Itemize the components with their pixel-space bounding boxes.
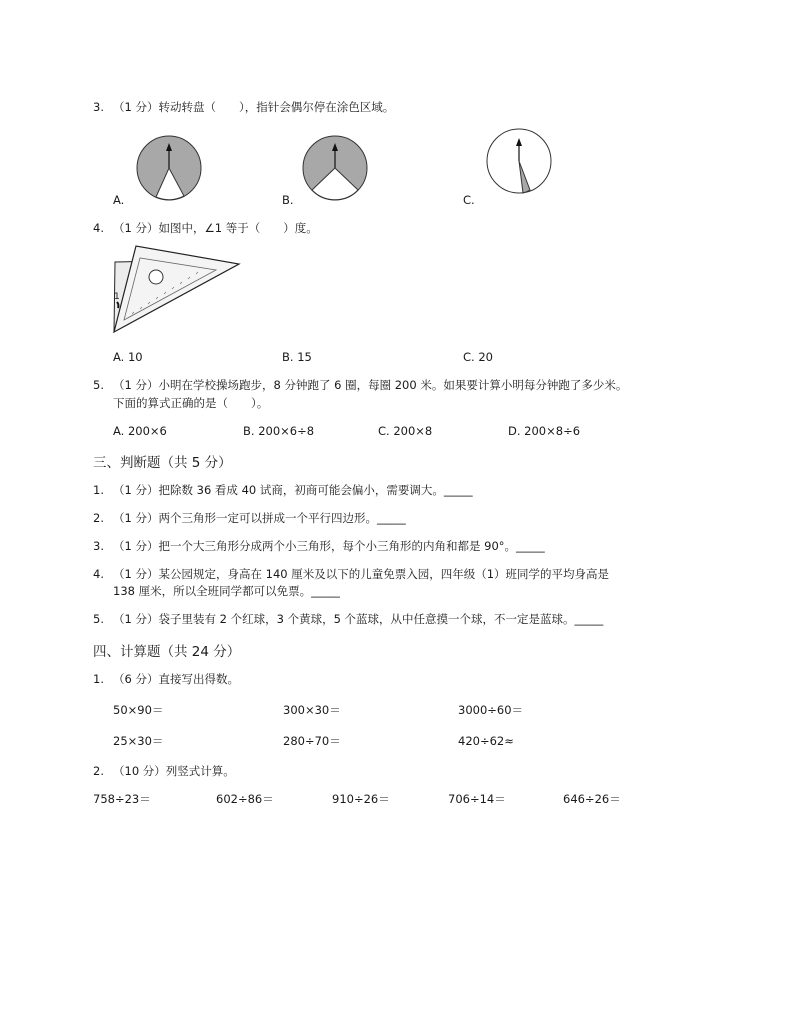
s4-q1-text: （6 分）直接写出得数。 <box>113 672 239 686</box>
q4-option-c: C. 20 <box>463 350 493 364</box>
q4-number: 4. <box>93 221 104 235</box>
vertical-calc-2: 602÷86＝ <box>216 792 274 806</box>
s4-q2-number: 2. <box>93 764 104 778</box>
calc-r2c3: 420÷62≈ <box>458 734 514 748</box>
calc-r1c1: 50×90＝ <box>113 703 164 717</box>
s3-item3-text: （1 分）把一个大三角形分成两个小三角形，每个小三角形的内角和都是 90°。_____ <box>113 539 545 553</box>
q5-line1: （1 分）小明在学校操场跑步，8 分钟跑了 6 圈，每圈 200 米。如果要计算小明每分钟跑了多少米。 <box>113 378 628 392</box>
s3-item5-text: （1 分）袋子里装有 2 个红球，3 个黄球，5 个蓝球，从中任意摸一个球，不一定是蓝球。_____ <box>113 612 604 626</box>
s3-item3-number: 3. <box>93 539 104 553</box>
s3-item2-number: 2. <box>93 511 104 525</box>
spinner-b <box>302 135 368 201</box>
s3-item1-text: （1 分）把除数 36 看成 40 试商，初商可能会偏小，需要调大。_____ <box>113 483 473 497</box>
spinner-a <box>136 135 202 201</box>
s3-item4-line2: 138 厘米，所以全班同学都可以免票。_____ <box>113 584 340 598</box>
vertical-calc-3: 910÷26＝ <box>332 792 390 806</box>
vertical-calc-5: 646÷26＝ <box>563 792 621 806</box>
s3-item1-number: 1. <box>93 483 104 497</box>
q5-number: 5. <box>93 378 104 392</box>
spinner-c <box>486 128 552 194</box>
calc-r2c1: 25×30＝ <box>113 734 164 748</box>
q5-option-d: D. 200×8÷6 <box>508 424 581 438</box>
set-square-diagram <box>112 244 242 334</box>
calc-r1c3: 3000÷60＝ <box>458 703 524 717</box>
q3-option-b: B. <box>282 193 294 207</box>
s4-q2-text: （10 分）列竖式计算。 <box>113 764 235 778</box>
q4-text: （1 分）如图中，∠1 等于（ ）度。 <box>113 221 318 235</box>
q5-option-b: B. 200×6÷8 <box>243 424 315 438</box>
q4-option-a: A. 10 <box>113 350 143 364</box>
section4-title: 四、计算题（共 24 分） <box>93 644 241 660</box>
q5-option-a: A. 200×6 <box>113 424 167 438</box>
q3-option-c: C. <box>463 193 475 207</box>
s3-item2-text: （1 分）两个三角形一定可以拼成一个平行四边形。_____ <box>113 511 406 525</box>
q5-option-c: C. 200×8 <box>378 424 433 438</box>
vertical-calc-1: 758÷23＝ <box>93 792 151 806</box>
q3-text: （1 分）转动转盘（ ），指针会偶尔停在涂色区域。 <box>113 100 395 114</box>
q3-number: 3. <box>93 100 104 114</box>
s3-item5-number: 5. <box>93 612 104 626</box>
section3-title: 三、判断题（共 5 分） <box>93 455 232 471</box>
calc-r2c2: 280÷70＝ <box>283 734 341 748</box>
q3-option-a: A. <box>113 193 125 207</box>
s4-q1-number: 1. <box>93 672 104 686</box>
angle-1-label: 1 <box>114 292 120 302</box>
s3-item4-text: （1 分）某公园规定，身高在 140 厘米及以下的儿童免票入园，四年级（1）班同学的平均身高是 <box>113 567 610 581</box>
calc-r1c2: 300×30＝ <box>283 703 341 717</box>
s3-item4-number: 4. <box>93 567 104 581</box>
q4-option-b: B. 15 <box>282 350 312 364</box>
q5-line2: 下面的算式正确的是（ ）。 <box>113 396 269 410</box>
vertical-calc-4: 706÷14＝ <box>448 792 506 806</box>
